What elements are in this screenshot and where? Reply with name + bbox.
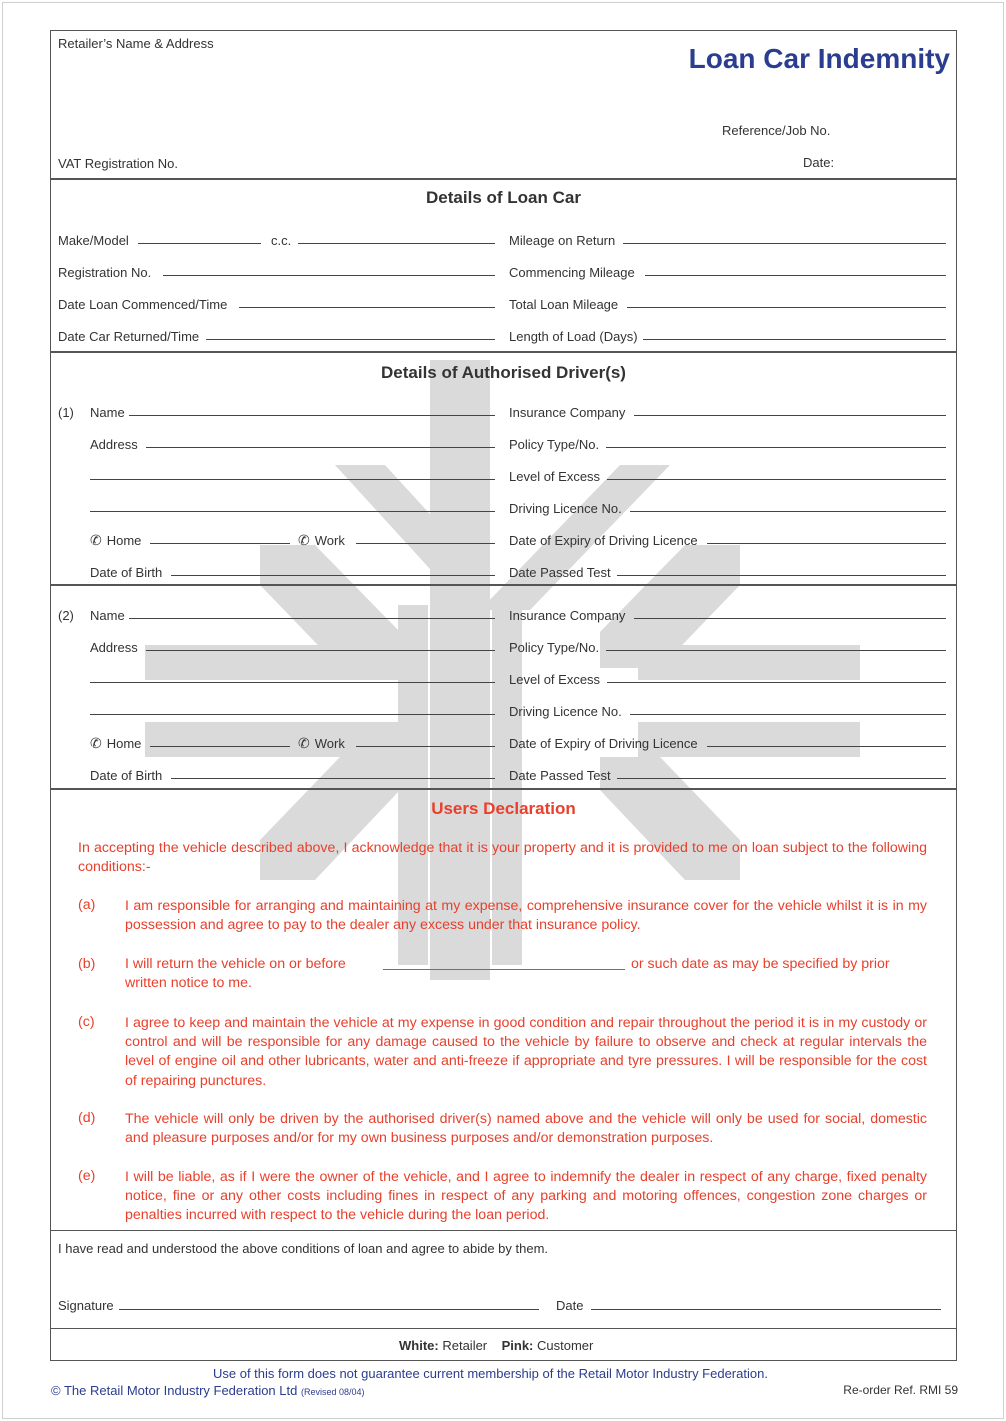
- driver-1-expiry-label: Date of Expiry of Driving Licence: [509, 533, 698, 548]
- header-date-label: Date:: [803, 155, 835, 170]
- mileage-return-field[interactable]: [623, 243, 946, 244]
- agreement-statement: I have read and understood the above conditions of loan and agree to abide by them.: [58, 1241, 549, 1256]
- driver-2-home-phone-field[interactable]: [150, 746, 290, 747]
- driver-2-number: (2): [58, 608, 74, 623]
- condition-b-mark: (b): [78, 956, 96, 972]
- driver-1-work-phone-field[interactable]: [356, 543, 495, 544]
- driver-2-work-phone-field[interactable]: [356, 746, 495, 747]
- driver-2-dob-field[interactable]: [171, 778, 495, 779]
- driver-2-expiry-label: Date of Expiry of Driving Licence: [509, 736, 698, 751]
- driver-2-licence-field[interactable]: [630, 714, 946, 715]
- condition-b-text-2: or such date as may be specified by prior: [631, 956, 890, 972]
- condition-b-text-3: written notice to me.: [125, 975, 252, 991]
- membership-notice: Use of this form does not guarantee current membership of the Retail Motor Industry Federation.: [213, 1366, 768, 1381]
- driver-2-dob-label: Date of Birth: [90, 768, 163, 783]
- condition-a-text: I am responsible for arranging and maintaining at my expense, comprehensive insurance cover for the vehicle whilst it is in my possession and agree to pay to the dealer any excess under that insurance policy.: [125, 898, 927, 934]
- condition-c-text: I agree to keep and maintain the vehicle at my expense in good condition and repair throughout the period it is in my custody or control and will be responsible for any damage caused to the vehicle by failure to observe and check at regular intervals the level of engine oil and other lubricants, water and anti-freeze if appropriate and tyre pressures. I will be responsible for the cost of repairing punctures.: [125, 1015, 927, 1089]
- divider: [51, 788, 956, 790]
- driver-2-home-label: ✆ Home: [90, 735, 142, 751]
- total-mileage-label: Total Loan Mileage: [509, 297, 619, 312]
- drivers-heading: Details of Authorised Driver(s): [381, 363, 626, 382]
- condition-d-mark: (d): [78, 1110, 96, 1126]
- driver-2-passed-label: Date Passed Test: [509, 768, 611, 783]
- driver-1-insurance-label: Insurance Company: [509, 405, 626, 420]
- date-commenced-field[interactable]: [239, 307, 495, 308]
- signature-field[interactable]: [119, 1309, 539, 1310]
- divider: [51, 351, 956, 353]
- users-declaration-heading: Users Declaration: [431, 799, 576, 818]
- driver-1-insurance-field[interactable]: [634, 415, 946, 416]
- loan-car-heading: Details of Loan Car: [426, 188, 581, 207]
- return-date-field[interactable]: [383, 969, 625, 970]
- retailer-name-address-label: Retailer’s Name & Address: [58, 36, 214, 51]
- copyright-line: © The Retail Motor Industry Federation Ltd (Revised 08/04): [51, 1383, 365, 1398]
- driver-2-policy-field[interactable]: [606, 650, 946, 651]
- driver-1-address-field[interactable]: [146, 447, 495, 448]
- condition-e-text: I will be liable, as if I were the owner of the vehicle, and I agree to indemnify the dealer in respect of any charge, fixed penalty notice, fine or any other costs including fines in respect of any parking and motoring offences, congestion zone charges or penalties incurred with respect to the vehicle during the loan period.: [125, 1169, 927, 1224]
- commencing-mileage-label: Commencing Mileage: [509, 265, 635, 280]
- driver-1-address-field-2[interactable]: [90, 479, 495, 480]
- driver-1-address-field-3[interactable]: [90, 511, 495, 512]
- make-model-field[interactable]: [138, 243, 261, 244]
- driver-2-insurance-label: Insurance Company: [509, 608, 626, 623]
- divider: [51, 1230, 956, 1231]
- length-of-load-field[interactable]: [643, 339, 946, 340]
- driver-1-policy-label: Policy Type/No.: [509, 437, 600, 452]
- declaration-intro: In accepting the vehicle described above, I acknowledge that it is your property and it is provided to me on loan subject to the following conditions:-: [78, 840, 927, 876]
- driver-1-passed-field[interactable]: [617, 575, 946, 576]
- reference-job-label: Reference/Job No.: [722, 123, 831, 138]
- driver-1-licence-field[interactable]: [630, 511, 946, 512]
- signature-date-label: Date: [556, 1298, 584, 1313]
- copy-distribution: White: Retailer Pink: Customer: [399, 1338, 594, 1353]
- driver-1-excess-field[interactable]: [607, 479, 946, 480]
- divider: [51, 178, 956, 180]
- condition-e-mark: (e): [78, 1168, 96, 1184]
- driver-2-excess-label: Level of Excess: [509, 672, 601, 687]
- driver-1-passed-label: Date Passed Test: [509, 565, 611, 580]
- reorder-reference: Re-order Ref. RMI 59: [843, 1383, 958, 1397]
- form-title: Loan Car Indemnity: [688, 43, 950, 74]
- driver-1-home-phone-field[interactable]: [150, 543, 290, 544]
- driver-2-address-field-2[interactable]: [90, 682, 495, 683]
- driver-1-excess-label: Level of Excess: [509, 469, 601, 484]
- cc-label: c.c.: [271, 233, 292, 248]
- driver-1-work-label: ✆ Work: [298, 532, 345, 548]
- make-model-label: Make/Model: [58, 233, 129, 248]
- condition-a-mark: (a): [78, 897, 96, 913]
- length-of-load-label: Length of Load (Days): [509, 329, 638, 344]
- driver-1-dob-label: Date of Birth: [90, 565, 163, 580]
- commencing-mileage-field[interactable]: [645, 275, 946, 276]
- revised-date: (Revised 08/04): [300, 1387, 365, 1397]
- condition-d-text: The vehicle will only be driven by the authorised driver(s) named above and the vehicle will only be used for social, domestic and pleasure purposes and/or for my own business purposes and/or demonstration purposes.: [125, 1111, 927, 1147]
- phone-icon: ✆: [90, 532, 102, 548]
- driver-2-passed-field[interactable]: [617, 778, 946, 779]
- driver-2-work-label: ✆ Work: [298, 735, 345, 751]
- driver-2-address-field-3[interactable]: [90, 714, 495, 715]
- phone-icon: ✆: [298, 735, 310, 751]
- condition-b-text-1: I will return the vehicle on or before: [125, 956, 346, 972]
- date-commenced-label: Date Loan Commenced/Time: [58, 297, 228, 312]
- divider: [51, 1328, 956, 1329]
- driver-2-excess-field[interactable]: [607, 682, 946, 683]
- driver-1-dob-field[interactable]: [171, 575, 495, 576]
- cc-field[interactable]: [298, 243, 495, 244]
- driver-1-policy-field[interactable]: [606, 447, 946, 448]
- date-returned-field[interactable]: [206, 339, 495, 340]
- condition-c-mark: (c): [78, 1014, 95, 1030]
- mileage-return-label: Mileage on Return: [509, 233, 616, 248]
- date-returned-label: Date Car Returned/Time: [58, 329, 200, 344]
- signature-date-field[interactable]: [591, 1309, 941, 1310]
- driver-1-address-label: Address: [90, 437, 138, 452]
- phone-icon: ✆: [298, 532, 310, 548]
- driver-1-number: (1): [58, 405, 74, 420]
- driver-1-name-field[interactable]: [129, 415, 495, 416]
- registration-field[interactable]: [163, 275, 495, 276]
- driver-2-address-label: Address: [90, 640, 138, 655]
- phone-icon: ✆: [90, 735, 102, 751]
- driver-2-policy-label: Policy Type/No.: [509, 640, 600, 655]
- registration-label: Registration No.: [58, 265, 152, 280]
- loan-car-indemnity-form: [50, 30, 957, 1361]
- signature-label: Signature: [58, 1298, 114, 1313]
- driver-1-name-label: Name: [90, 405, 125, 420]
- vat-registration-label: VAT Registration No.: [58, 156, 178, 171]
- driver-2-licence-label: Driving Licence No.: [509, 704, 622, 719]
- driver-1-home-label: ✆ Home: [90, 532, 142, 548]
- driver-2-address-field[interactable]: [146, 650, 495, 651]
- total-mileage-field[interactable]: [627, 307, 946, 308]
- driver-2-name-label: Name: [90, 608, 125, 623]
- driver-2-insurance-field[interactable]: [634, 618, 946, 619]
- driver-2-name-field[interactable]: [129, 618, 495, 619]
- divider: [51, 584, 956, 586]
- driver-2-expiry-field[interactable]: [707, 746, 946, 747]
- driver-1-licence-label: Driving Licence No.: [509, 501, 622, 516]
- driver-1-expiry-field[interactable]: [707, 543, 946, 544]
